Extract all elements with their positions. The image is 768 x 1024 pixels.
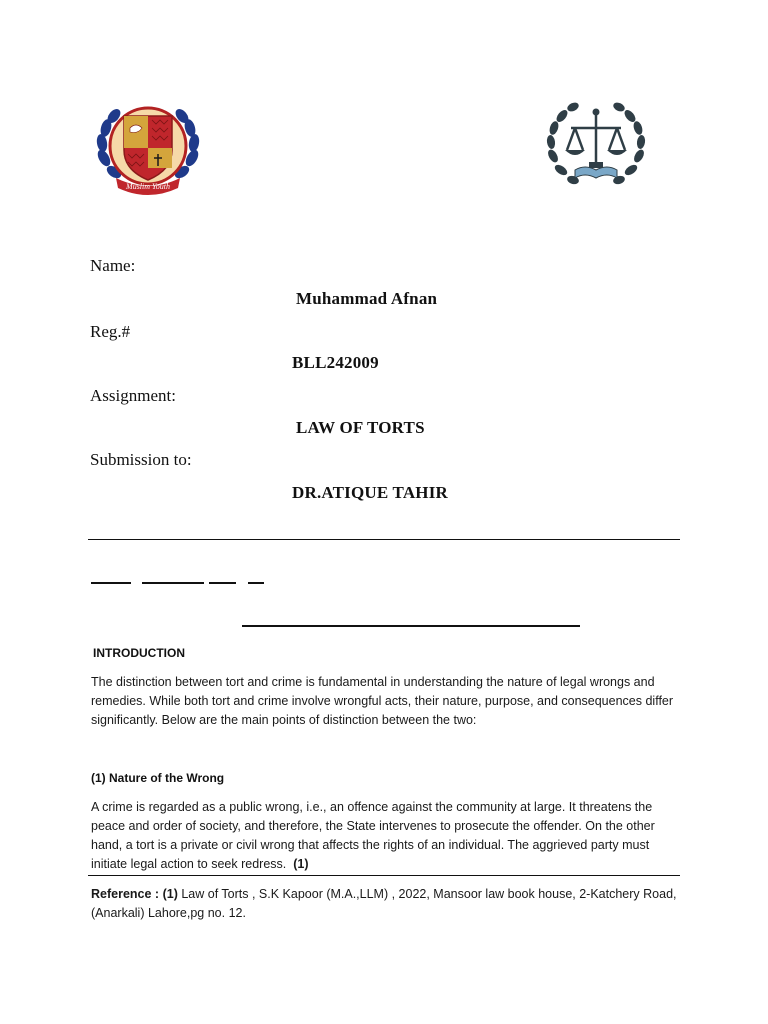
submission-value: DR.ATIQUE TAHIR <box>292 483 449 502</box>
introduction-paragraph: The distinction between tort and crime is fundamental in understanding the nature of legal wrongs and remedies. While both tort and crime involve wrongful acts, their nature, purpose, and consequences differ significantly. Below are the main points of distinction between the two: <box>91 675 674 727</box>
submission-label: Submission to: <box>90 450 192 469</box>
short-rule-4 <box>248 582 264 584</box>
right-seal-logo <box>545 98 647 194</box>
section1-text: A crime is regarded as a public wrong, i.e., an offence against the community at large. It threatens the peace and order of society, and therefore, the State intervenes to prosecute the offender. On the other hand, a tort is a private or civil wrong that affects the rights of an individual. The aggrieved party must initiate legal action to seek redress. <box>91 800 655 871</box>
section1-paragraph <box>91 798 681 874</box>
reg-label: Reg.# <box>90 322 131 341</box>
left-seal-logo <box>92 98 204 198</box>
section1-heading: (1) Nature of the Wrong <box>91 771 225 785</box>
reference-text: Law of Torts , S.K Kapoor (M.A.,LLM) , 2022, Mansoor law book house, 2-Katchery Road,(Anarkali) Lahore,pg no. 12. <box>91 887 677 920</box>
assignment-label: Assignment: <box>90 386 176 405</box>
scales-of-justice-icon <box>545 98 647 194</box>
reference-footnote <box>91 885 681 923</box>
reference-label: Reference : <box>91 887 160 901</box>
crest-seal-icon <box>92 98 204 198</box>
title-underline <box>242 625 580 627</box>
section1-citation: (1) <box>293 857 309 871</box>
short-rule-3 <box>209 582 236 584</box>
short-rule-1 <box>91 582 131 584</box>
reg-value: BLL242009 <box>292 353 379 372</box>
divider-line <box>88 539 680 540</box>
name-value: Muhammad Afnan <box>296 289 438 308</box>
reference-number: (1) <box>162 887 178 901</box>
introduction-heading: INTRODUCTION <box>93 646 185 660</box>
assignment-value: LAW OF TORTS <box>296 418 425 437</box>
seal-banner-text: Muslim Youth <box>126 182 170 191</box>
footnote-divider <box>88 875 680 876</box>
short-rule-2 <box>142 582 204 584</box>
name-label: Name: <box>90 256 136 275</box>
